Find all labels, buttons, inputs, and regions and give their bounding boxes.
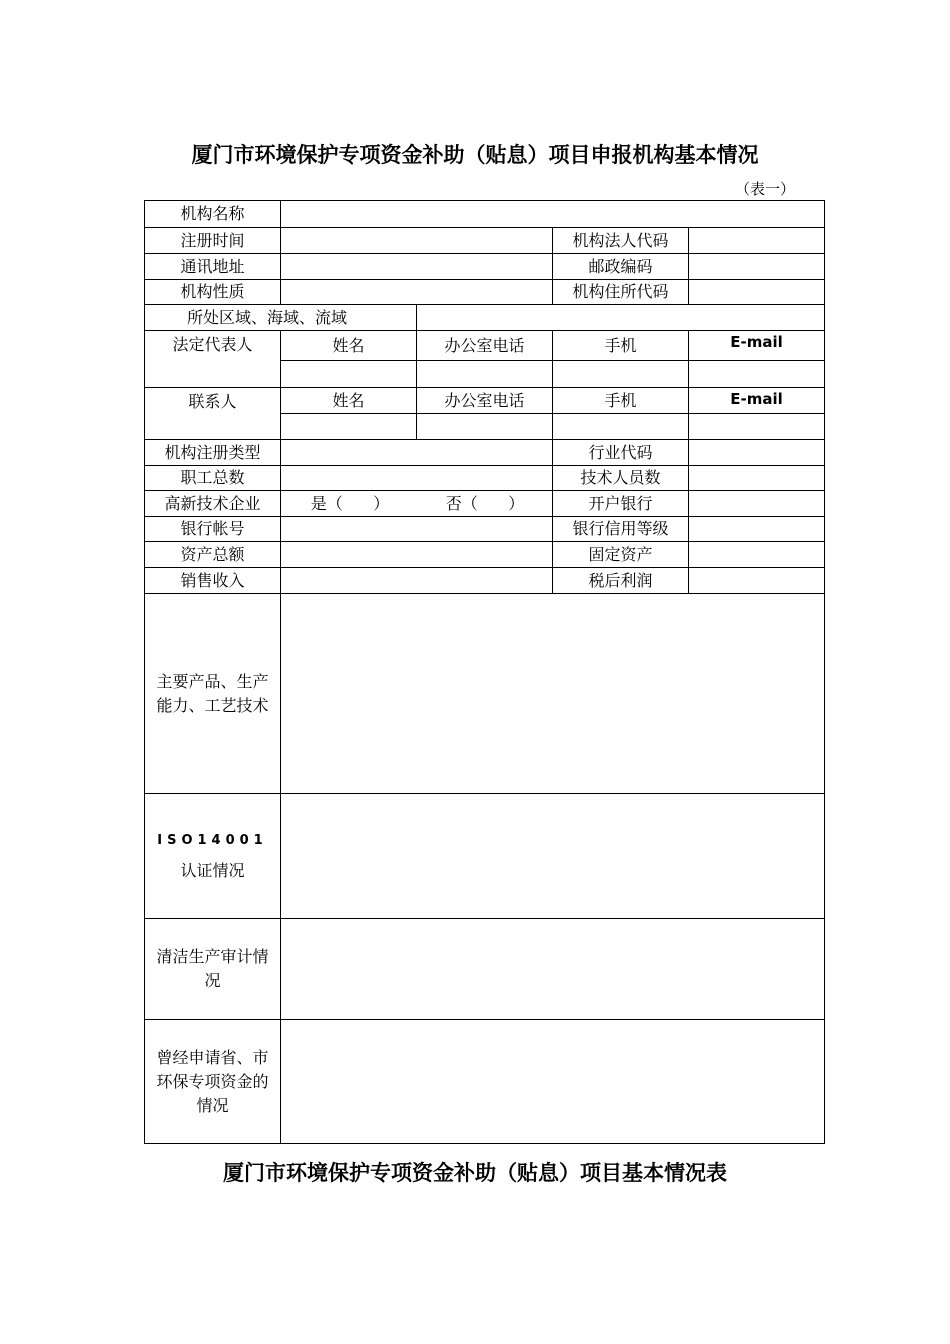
clean-prod-field[interactable]: [281, 919, 824, 1019]
contact-col-email: E-mail: [730, 390, 783, 408]
residence-code-field[interactable]: [689, 280, 824, 304]
label-bank: 开户银行: [588, 493, 653, 513]
label-sales: 销售收入: [180, 570, 245, 590]
contact-office-phone-field[interactable]: [417, 414, 552, 439]
second-form-title: 厦门市环境保护专项资金补助（贴息）项目基本情况表: [223, 1161, 727, 1185]
bank-field[interactable]: [689, 491, 824, 516]
tech-staff-field[interactable]: [689, 466, 824, 490]
postcode-field[interactable]: [689, 254, 824, 279]
reg-time-field[interactable]: [281, 228, 552, 253]
label-total-assets: 资产总额: [180, 544, 245, 564]
region-field[interactable]: [417, 305, 824, 330]
iso-text: 认证情况: [180, 861, 245, 880]
label-legal-code: 机构法人代码: [572, 230, 669, 250]
products-field[interactable]: [281, 594, 824, 793]
contact-col-office-phone: 办公室电话: [444, 390, 525, 410]
sales-field[interactable]: [281, 568, 552, 593]
label-tech-staff: 技术人员数: [580, 468, 661, 487]
prior-funds-field[interactable]: [281, 1020, 824, 1143]
label-staff-total: 职工总数: [180, 468, 245, 487]
label-contact: 联系人: [188, 392, 237, 411]
legal-rep-mobile-field[interactable]: [553, 361, 688, 387]
table-number-note: （表一）: [735, 180, 796, 198]
label-org-nature: 机构性质: [180, 282, 245, 301]
label-postcode: 邮政编码: [588, 256, 653, 276]
label-residence-code: 机构住所代码: [572, 282, 669, 301]
bank-credit-field[interactable]: [689, 517, 824, 541]
hightech-yes-option[interactable]: 是（ ）: [310, 493, 390, 513]
contact-col-mobile: 手机: [604, 390, 637, 410]
legal-rep-email-field[interactable]: [689, 361, 824, 387]
legal-rep-col-name: 姓名: [332, 335, 365, 355]
label-org-name: 机构名称: [180, 204, 245, 223]
legal-code-field[interactable]: [689, 228, 824, 253]
net-profit-field[interactable]: [689, 568, 824, 593]
label-hightech: 高新技术企业: [164, 493, 261, 513]
label-region: 所处区域、海域、流域: [187, 307, 348, 327]
label-net-profit: 税后利润: [588, 570, 653, 590]
org-name-field[interactable]: [281, 201, 824, 227]
reg-type-field[interactable]: [281, 440, 552, 465]
industry-code-field[interactable]: [689, 440, 824, 465]
total-assets-field[interactable]: [281, 542, 552, 567]
label-prior-funds: 曾经申请省、市环保专项资金的情况: [156, 1047, 269, 1115]
iso-code: ISO14001: [157, 833, 268, 848]
bank-account-field[interactable]: [281, 517, 552, 541]
label-bank-account: 银行帐号: [180, 519, 245, 538]
label-address: 通讯地址: [180, 256, 245, 276]
label-reg-type: 机构注册类型: [164, 442, 261, 462]
label-bank-credit: 银行信用等级: [572, 519, 669, 538]
legal-rep-col-office-phone: 办公室电话: [444, 335, 525, 355]
contact-name-field[interactable]: [281, 414, 416, 439]
label-legal-rep: 法定代表人: [172, 335, 253, 354]
page-title: 厦门市环境保护专项资金补助（贴息）项目申报机构基本情况: [191, 143, 759, 167]
label-industry-code: 行业代码: [588, 442, 653, 462]
org-nature-field[interactable]: [281, 280, 552, 304]
staff-total-field[interactable]: [281, 466, 552, 490]
fixed-assets-field[interactable]: [689, 542, 824, 567]
label-fixed-assets: 固定资产: [588, 544, 653, 564]
label-clean-prod: 清洁生产审计情况: [156, 947, 269, 990]
legal-rep-office-phone-field[interactable]: [417, 361, 552, 387]
label-iso: [145, 794, 280, 918]
legal-rep-col-email: E-mail: [730, 333, 783, 351]
address-field[interactable]: [281, 254, 552, 279]
contact-email-field[interactable]: [689, 414, 824, 439]
contact-col-name: 姓名: [332, 390, 365, 410]
hightech-no-option[interactable]: 否（ ）: [445, 493, 525, 513]
iso-field[interactable]: [281, 794, 824, 918]
contact-mobile-field[interactable]: [553, 414, 688, 439]
legal-rep-name-field[interactable]: [281, 361, 416, 387]
label-products: 主要产品、生产能力、工艺技术: [156, 671, 269, 715]
legal-rep-col-mobile: 手机: [604, 335, 637, 355]
label-reg-time: 注册时间: [180, 230, 245, 250]
